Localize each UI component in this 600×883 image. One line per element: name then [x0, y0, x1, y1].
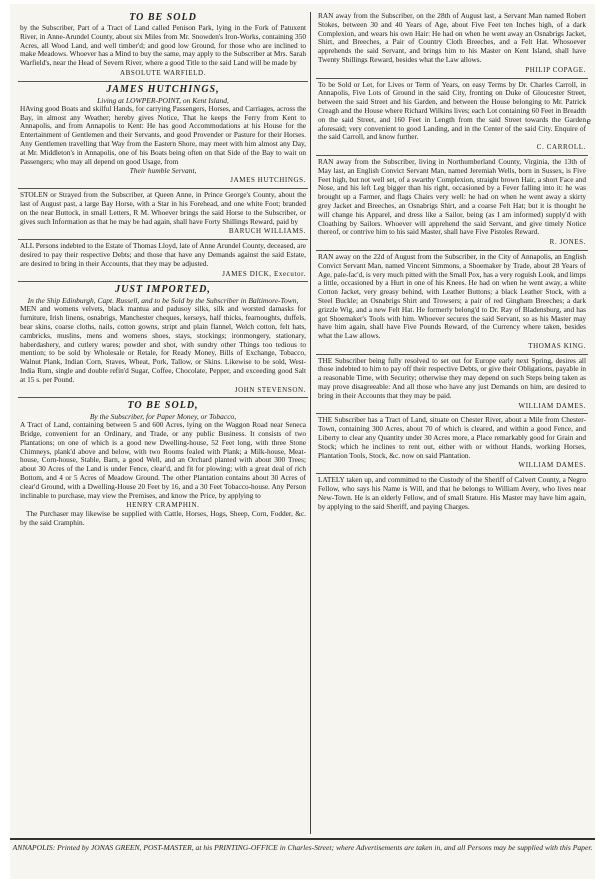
- ad-signature: R. JONES.: [549, 238, 586, 247]
- ad-body: RAN away on the 22d of August from the Subscriber, in the City of Annapolis, an English Convict Servant Man, named Vincent Simmons, a Shoemaker by Trade, about 28 Years of Age, pale-fac'd, is very much pitted with the Small Pox, has a very roguish Look, and limps a little, occasioned by a Hurt in one of his Knees. He had on when he went away, a white Cotton Jacket, very greasy behind, with Leather Buttons; a black Leather Stock, with a Steel Buckle; an Osnabrigs Shirt and Trowsers; a pair of red Gingham Breeches; a dark grizzle Wig, and a new Felt Hat. He formerly belong'd to Dr. Ray of Bladensburg, and has got Shoemaker's Tools with him. Whoever secures the said Servant, so as his Master may have him again, shall have Five Pounds Reward, of the Currency where taken, besides what the Law allows.: [318, 251, 587, 341]
- ad-body: THE Subscriber being fully resolved to set out for Europe early next Spring, desires all those indebted to him to pay off their respective Debts, or give their Obligations, payable in a reasonable Time, with Security; otherwise they may depend on such Steps being taken as may prove disagreeable: And all those who have any just Demands on him, are desired to bring in their Accounts that they may be paid.: [318, 355, 586, 400]
- ad-lots-carroll: [316, 79, 588, 156]
- ad-just-imported: [18, 282, 308, 398]
- ad-body: LATELY taken up, and committed to the Custody of the Sheriff of Calvert County, a Negro Fellow, who says his Name is Will, and that he belongs to William Avery, who lives near New-Town. He is an elderly Fellow, and of small Stature. His Master may have him again, by applying to the said Sheriff, and paying Charges.: [318, 475, 586, 511]
- column-divider: [310, 12, 311, 834]
- ad-signature: JOHN STEVENSON.: [234, 385, 306, 394]
- ad-land-sale-cramphin: [18, 398, 308, 531]
- ad-heading: TO BE SOLD,: [127, 400, 199, 412]
- ad-body: STOLEN or Strayed from the Subscriber, at Queen Anne, in Prince George's County, about the last of August past, a large Bay Horse, with a Star in his Forehead, and one white Foot; branded on the near Buttock, in small Letters, R M. Whoever brings the said Horse to the Subscriber, or gives such Information as that he may be had again, shall have Forty Shillings Reward, paid by: [20, 190, 306, 226]
- ad-signature: JAMES DICK, Executor.: [222, 269, 306, 278]
- ad-subheading: In the Ship Edinburgh, Capt. Russell, and to be Sold by the Subscriber in Baltimore-Town,: [27, 296, 299, 306]
- ad-heading: JUST IMPORTED,: [115, 284, 211, 296]
- ad-body: A Tract of Land, containing between 5 and 600 Acres, lying on the Waggon Road near Seneca Bridge, convenient for an Ordinary, and Trade, or any public Business. It consists of two Plantations; on one of which is a good new Dwelling-house, 52 Feet long, with three Stone Chimneys, plank'd above and below, with two Rooms fealed with Plank; a Milk-house, Meat-house, Corn-house, Stable, Barn, a good Well, and an Orchard planted with about 300 Trees; about 30 Acres of the Land is under Fence, clear'd, and fit for plowing; with a great deal of rich Bottom, and 4 or 5 Acres of Meadow Ground. The other Plantation contains about 30 Acres of clear'd Ground, with a Dwelling-House 20 Feet by 16, and a 30 Feet Tobacco-house. Any Person inclinable to purchase, may view the Premises, and know the Price, by applying to: [20, 420, 306, 500]
- ad-subheading: By the Subscriber, for Paper Money, or Tobacco,: [89, 412, 237, 422]
- ad-runaway-stokes: [316, 10, 588, 79]
- ad-body: RAN away from the Subscriber, living in Northumberland County, Virginia, the 13th of May last, an English Convict Servant Man, named Jeremiah Wells, born in Sussex, is Five Feet high, but not well set, of a swarthy Complexion, straight brown Hair, a short Face and Nose, and his left Leg bigger than his right, occasioned by a Fever falling into it: he was brought up a Farmer, and flags Chairs very well: he had on when he went away a skirty grey Jacket and Breeches, an Osnabrigs Shirt, and a coarse Felt Hat; but it is thought he will change his Apparel, and dress like a Sailor, being (as I am informed) supply'd with Cloathing by Sailors. Whoever will apprehend the said Servant, and give timely Notice thereof, or contrive him to his said Master, shall have Five Pistoles Reward.: [318, 156, 586, 237]
- ad-signature: THOMAS KING.: [528, 341, 586, 350]
- right-column: [316, 10, 588, 514]
- page-mark: e: [586, 116, 591, 127]
- ad-body: To be Sold or Let, for Lives or Term of Years, on easy Terms by Dr. Charles Carroll, in Annapolis, Five Lots of Ground in the said City, fronting on Duke of Gloucester Street, between the said Street and his Garden, and between the House belonging to Mr. Patrick Creagh and the House where Richard Wilkins lives; each Lot containing 60 Feet in Breadth on the said Street, and 160 Feet in Length from the said Street towards the Garden aforesaid; very convenient to good Landing, and in the Center of the said City. Enquire of the said Carroll, and know further.: [318, 79, 586, 142]
- ad-subheading: Living at LOWPER-POINT, on Kent Island,: [97, 95, 229, 105]
- ad-signature: C. CARROLL.: [536, 143, 586, 152]
- ad-signature: BARUCH WILLIAMS.: [228, 227, 306, 236]
- ad-stolen-horse: [18, 189, 308, 240]
- ad-debts-dames: [316, 355, 588, 415]
- ad-signature: WILLIAM DAMES.: [518, 461, 586, 470]
- ad-body: by the Subscriber, Part of a Tract of Land called Penison Park, lying in the Fork of Patuxent River, in Anne-Arundel County, about six Miles from Mr. Snowden's Iron-Works, containing 350 Acres, all Wood Land, and well timber'd; and good low Ground, for those who are inclined to make Meadows. Whoever has a Mind to buy the same, may apply to the Subscriber at Mrs. Sarah Warfield's, near the Head of Severn River, where a good Title to the said Land will be made by: [20, 23, 306, 68]
- ad-runaway-wells: [316, 156, 588, 251]
- ad-runaway-simmons: [316, 251, 588, 355]
- ad-body: ALL Persons indebted to the Estate of Thomas Lloyd, late of Anne Arundel County, deceased, are desired to pay their respective Debts; and those that have any Demands against the said Estate, are desired to bring in their Accounts, that they may be adjusted.: [20, 241, 306, 268]
- ad-signature: WILLIAM DAMES.: [518, 401, 586, 410]
- ad-land-chester-river: [316, 414, 588, 474]
- ad-heading: TO BE SOLD: [129, 12, 197, 23]
- ad-body: RAN away from the Subscriber, on the 28th of August last, a Servant Man named Robert Stokes, between 30 and 40 Years of Age, about Five Feet ten Inches high, of a dark Complexion, and wears his own Hair: He had on when he went away an Osnabrigs Jacket, Shirt, and Breeches, a Pair of Country Cloth Breeches, and a Felt Hat. Whosoever apprehends the said Servant, and brings him to his Master on Kent Island, shall have Twenty Shillings Reward, besides what the Law allows.: [318, 11, 586, 64]
- ad-land-sale-warfield: [18, 10, 308, 82]
- ad-closing: Their humble Servant,: [129, 166, 197, 176]
- ad-ferry-hutchings: [18, 82, 308, 189]
- ad-heading: JAMES HUTCHINGS,: [106, 83, 220, 95]
- ad-signature: JAMES HUTCHINGS.: [230, 176, 306, 185]
- printer-imprint: ANNAPOLIS: Printed by JONAS GREEN, POST-MASTER, at his PRINTING-OFFICE in Charles-Street; where Advertisements are taken in, and all Persons may be supplied with this Paper.: [10, 838, 595, 853]
- ad-signature: PHILIP COPAGE.: [525, 65, 586, 74]
- ad-body: HAving good Boats and skilful Hands, for carrying Passengers, Horses, and Carriages, across the Bay, in almost any Weather; hereby gives Notice, That he keeps the Ferry from Kent to Annapolis, and from Annapolis to Kent: He has good Accommodations at his House for the Entertainment of Gentlemen and their Servants, and good Provender or Pasture for their Horses. Any Gentlemen travelling that Way from the Eastern Shore, may meet with him almost any Day, at Mr. Middleton's in Annapolis, one of his Boats being often on that Side of the Bay to wait on Passengers; who may all depend on good Usage, from: [20, 103, 306, 166]
- newspaper-page: [10, 4, 595, 879]
- left-column: [18, 10, 308, 531]
- ad-signature: HENRY CRAMPHIN.: [126, 501, 200, 510]
- ad-estate-lloyd: [18, 240, 308, 282]
- ad-postscript: The Purchaser may likewise be supplied with Cattle, Horses, Hogs, Sheep, Corn, Fodder, &c. by the said Cramphin.: [20, 509, 306, 528]
- ad-signature: ABSOLUTE WARFIELD.: [119, 68, 207, 77]
- ad-body: THE Subscriber has a Tract of Land, situate on Chester River, about a Mile from Chester-Town, containing 300 Acres, about 70 of which is cleared, and within a good Fence, and Liberty to clear any Quantity under 30 Acres more, a Place remarkably good for Grain and Stock; which he inclines to rent out, either with or without Hands, working Horses, Plantation Tools, Stock, &c. now on said Plantation.: [318, 415, 586, 460]
- ad-negro-taken-up: [316, 474, 588, 514]
- ad-body: MEN and womens velvets, black mantua and padusoy silks, silk and worsted damasks for furniture, Irish linens, osnabrigs, Manchester cheques, kerseys, half thicks, fearnoughts, duffels, bear skins, coarse cloths, nails, cotton gowns, stript and plain flannel, Welch cotton, felt hats, cambricks, muslins, mens and womens shoes, stays, stockings; ironmongery, stationary, haberdashery, and cutlery wares; powder and shot, with sundry other Things too tedious to mention; to be sold by Wholesale or Retale, for Ready Money, Bills of Exchange, Tobacco, Walnut Plank, Indian Corn, Staves, Wheat, Pork, Tallow, or Skins. Likewise to be sold, West-India Rum, single and double refin'd Sugar, Coffee, Chocolate, Pepper, and exceeding good Salt at 15 s. per Pound.: [20, 304, 306, 384]
